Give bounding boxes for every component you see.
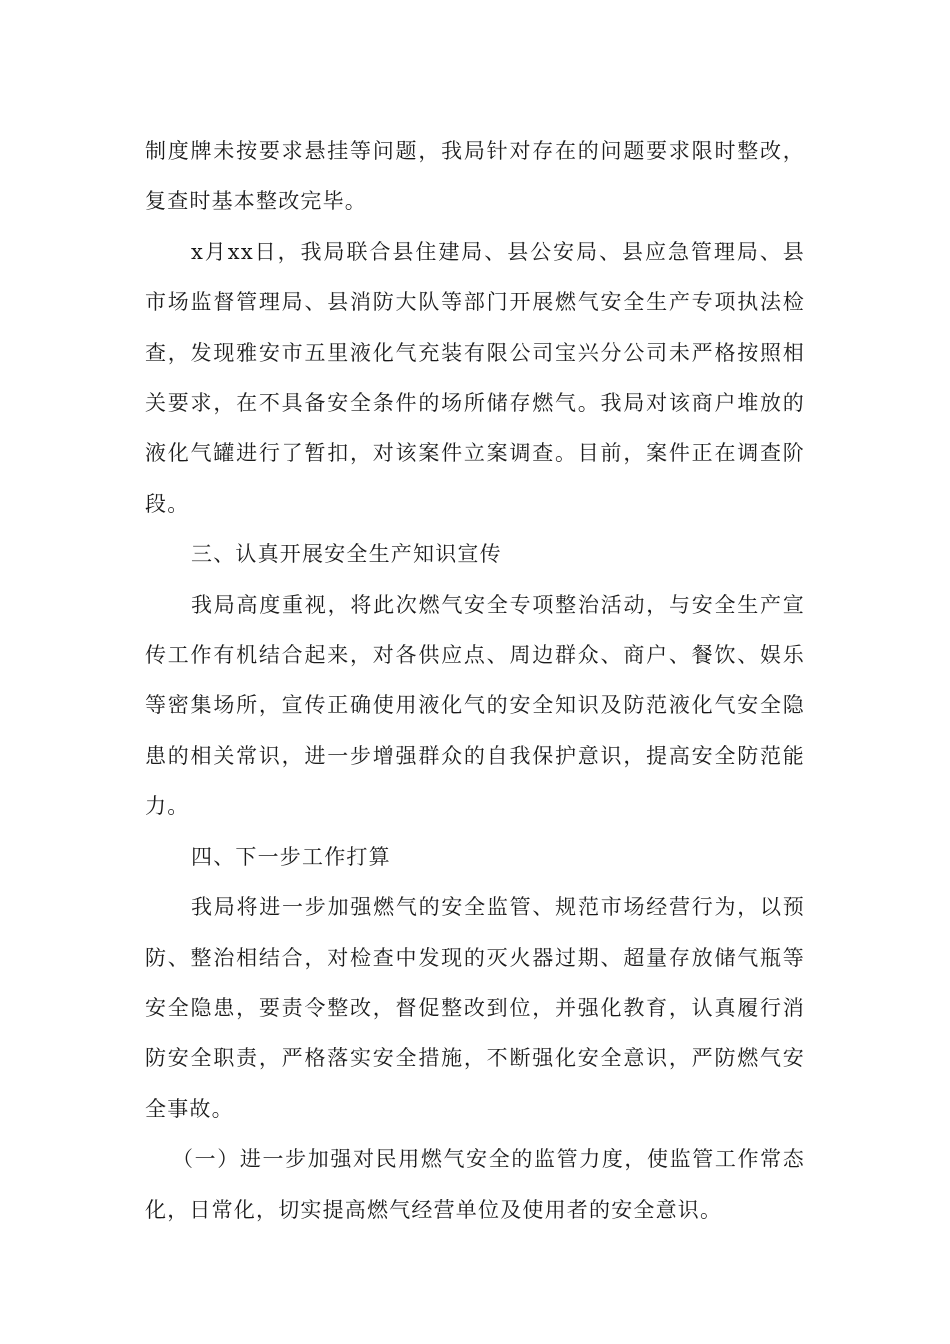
- section-heading-3: 三、认真开展安全生产知识宣传: [191, 542, 502, 567]
- paragraph-joint-inspection: x月xx日，我局联合县住建局、县公安局、县应急管理局、县市场监督管理局、县消防大队等部门开展燃气安全生产专项执法检查，发现雅安市五里液化气充装有限公司宝兴分公司未严格按照相关要求，在不具备安全条件的场所储存燃气。我局对该商户堆放的液化气罐进行了暂扣，对该案件立案调查。目前，案件正在调查阶段。: [145, 239, 805, 516]
- document-body: [145, 126, 805, 1235]
- paragraph-subitem-1: （一）进一步加强对民用燃气安全的监管力度，使监管工作常态化，日常化，切实提高燃气经营单位及使用者的安全意识。: [145, 1147, 805, 1222]
- paragraph-continued: 制度牌未按要求悬挂等问题，我局针对存在的问题要求限时整改，复查时基本整改完毕。: [145, 139, 805, 214]
- paragraph-safety-publicity: 我局高度重视，将此次燃气安全专项整治活动，与安全生产宣传工作有机结合起来，对各供应点、周边群众、商户、餐饮、娱乐等密集场所，宣传正确使用液化气的安全知识及防范液化气安全隐患的相关常识，进一步增强群众的自我保护意识，提高安全防范能力。: [145, 592, 805, 819]
- paragraph-next-steps: 我局将进一步加强燃气的安全监管、规范市场经营行为，以预防、整治相结合，对检查中发现的灭火器过期、超量存放储气瓶等安全隐患，要责令整改，督促整改到位，并强化教育，认真履行消防安全职责，严格落实安全措施，不断强化安全意识，严防燃气安全事故。: [145, 895, 805, 1121]
- section-heading-4: 四、下一步工作打算: [191, 844, 391, 869]
